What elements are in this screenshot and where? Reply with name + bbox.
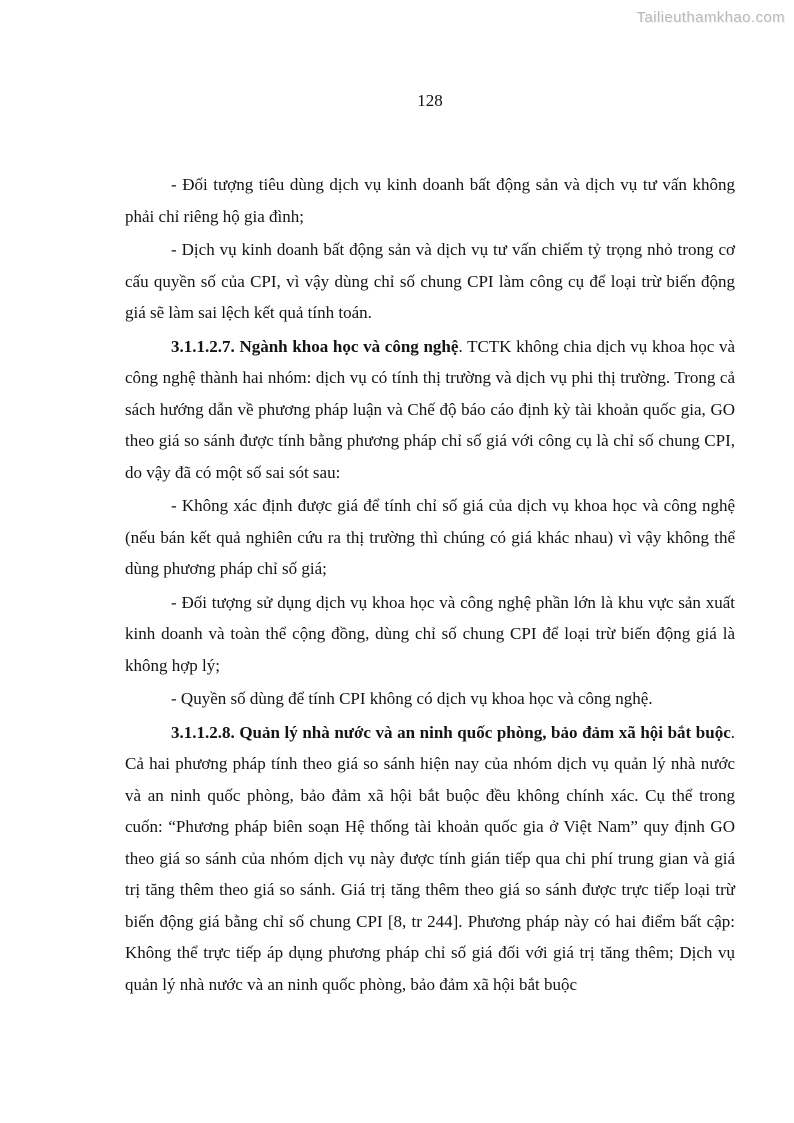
page-number: 128 [417, 91, 443, 110]
paragraph-bullet-no-price [125, 490, 735, 585]
paragraph-text: . TCTK không chia dịch vụ khoa học và công nghệ thành hai nhóm: dịch vụ có tính thị trường và dịch vụ phi thị trường. Trong cả sách hướng dẫn về phương pháp luận và Chế độ báo cáo định kỳ tài khoản quốc gia, GO theo giá so sánh được tính bằng phương pháp chỉ số giá với công cụ là chỉ số chung CPI, do vậy đã có một số sai sót sau: [125, 336, 735, 482]
paragraph-text: - Đối tượng tiêu dùng dịch vụ kinh doanh bất động sản và dịch vụ tư vấn không phải chỉ riêng hộ gia đình; [125, 175, 735, 226]
section-heading: 3.1.1.2.8. Quản lý nhà nước và an ninh quốc phòng, bảo đảm xã hội bắt buộc [171, 722, 731, 742]
paragraph-bullet-users [125, 587, 735, 682]
paragraph-bullet-consumers [125, 169, 735, 232]
document-body [125, 169, 735, 1002]
paragraph-section-3-1-1-2-7 [125, 331, 735, 489]
paragraph-text: - Quyền số dùng để tính CPI không có dịch vụ khoa học và công nghệ. [171, 689, 653, 708]
paragraph-section-3-1-1-2-8 [125, 717, 735, 1001]
paragraph-bullet-cpi-weight [125, 234, 735, 329]
paragraph-text: - Đối tượng sử dụng dịch vụ khoa học và công nghệ phần lớn là khu vực sản xuất kinh doanh và toàn thể cộng đồng, dùng chỉ số chung CPI để loại trừ biến động giá là không hợp lý; [125, 592, 735, 675]
paragraph-text: . Cả hai phương pháp tính theo giá so sánh hiện nay của nhóm dịch vụ quản lý nhà nước và an ninh quốc phòng, bảo đảm xã hội bắt buộc đều không chính xác. Cụ thể trong cuốn: “Phương pháp biên soạn Hệ thống tài khoản quốc gia ở Việt Nam” quy định GO theo giá so sánh của nhóm dịch vụ này được tính gián tiếp qua chi phí trung gian và giá trị tăng thêm theo giá so sánh. Giá trị tăng thêm theo giá so sánh được trực tiếp loại trừ biến động giá bằng chỉ số chung CPI [8, tr 244]. Phương pháp này có hai điểm bất cập: Không thể trực tiếp áp dụng phương pháp chỉ số giá đối với giá trị tăng thêm; Dịch vụ quản lý nhà nước và an ninh quốc phòng, bảo đảm xã hội bắt buộc [125, 722, 735, 994]
paragraph-text: - Không xác định được giá để tính chỉ số giá của dịch vụ khoa học và công nghệ (nếu bán kết quả nghiên cứu ra thị trường thì chúng có giá khác nhau) vì vậy không thể dùng phương pháp chỉ số giá; [125, 496, 735, 578]
paragraph-text: - Dịch vụ kinh doanh bất động sản và dịch vụ tư vấn chiếm tỷ trọng nhỏ trong cơ cấu quyền số của CPI, vì vậy dùng chỉ số chung CPI làm công cụ để loại trừ biến động giá sẽ làm sai lệch kết quả tính toán. [125, 240, 735, 322]
paragraph-bullet-cpi-basket [125, 683, 735, 715]
watermark-text: Tailieuthamkhao.com [636, 9, 785, 26]
section-heading: 3.1.1.2.7. Ngành khoa học và công nghệ [171, 336, 459, 356]
